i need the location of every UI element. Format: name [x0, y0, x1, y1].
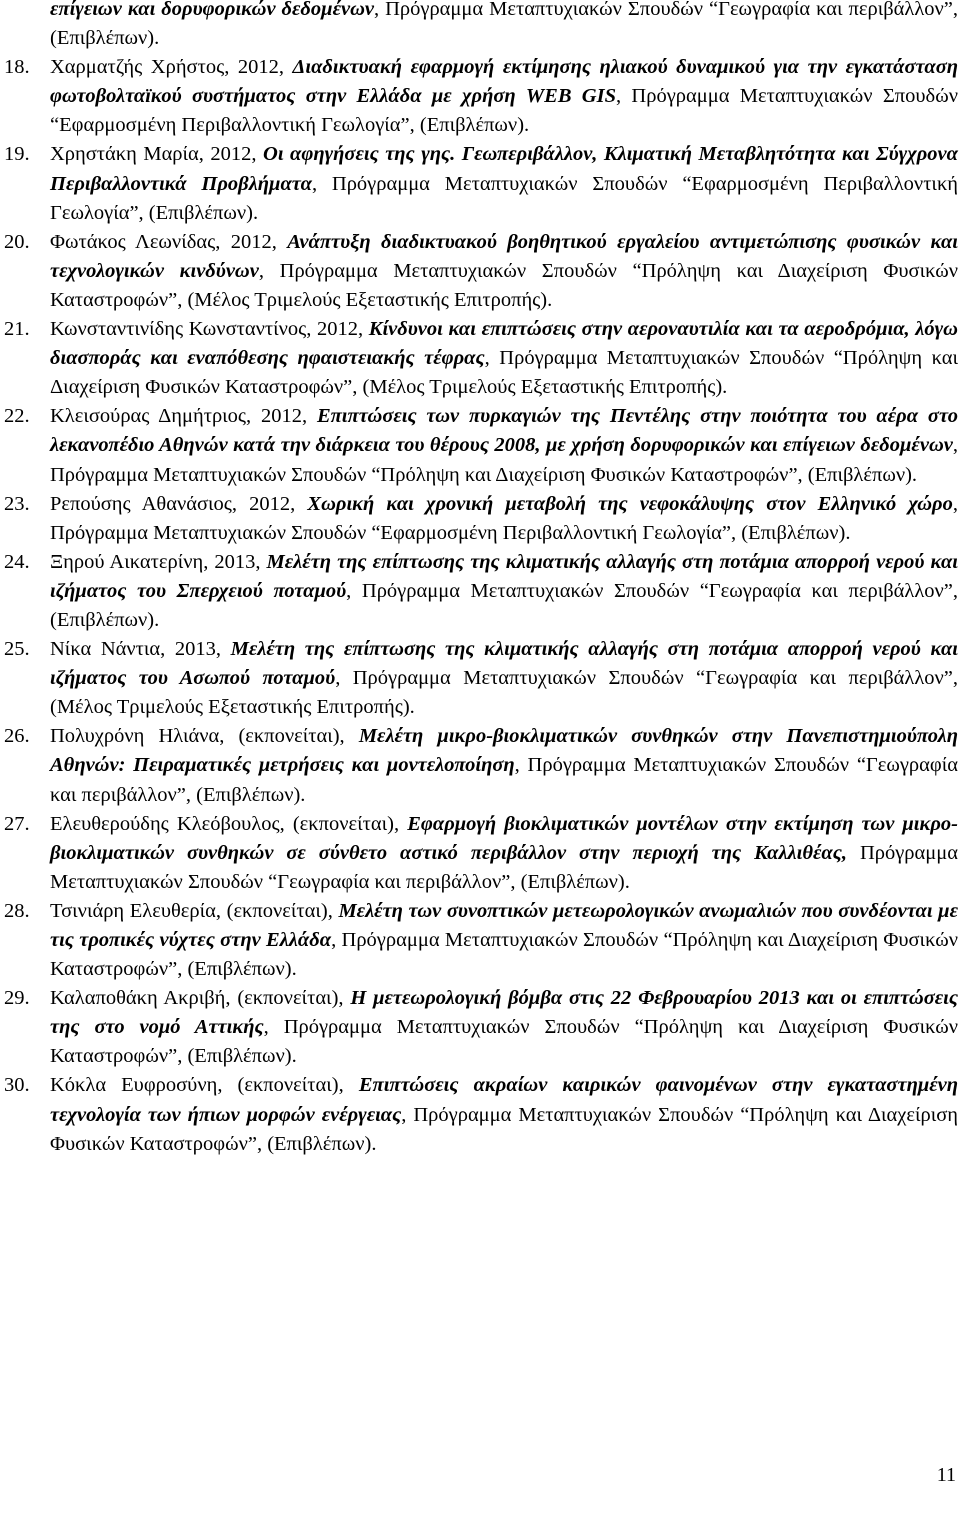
entry-number: 29.: [4, 987, 30, 1010]
entry-program: , Πρόγραμμα Μεταπτυχιακών Σπουδών “Πρόληψη και Διαχείριση Φυσικών Καταστροφών”, (Μέλος Τριμελούς Εξεταστικής Επιτροπής).: [50, 347, 958, 399]
entry-title: Επιπτώσεις των πυρκαγιών της Πεντέλης στην ποιότητα του αέρα στο λεκανοπέδιο Αθηνών κατά την διάρκεια του θέρους 2008, με χρήση δορυφορικών και επίγειων δεδομένων: [50, 405, 958, 457]
entry-author: Κωνσταντινίδης Κωνσταντίνος, 2012,: [50, 318, 369, 341]
entry-number: 26.: [4, 725, 30, 748]
entry-program: , Πρόγραμμα Μεταπτυχιακών Σπουδών “Γεωγραφία και περιβάλλον”, (Μέλος Τριμελούς Εξεταστικής Επιτροπής).: [50, 667, 959, 719]
list-item: [4, 53, 958, 140]
entry-program: , Πρόγραμμα Μεταπτυχιακών Σπουδών “Πρόληψη και Διαχείριση Φυσικών Καταστροφών”, (Μέλος Τριμελούς Εξεταστικής Επιτροπής).: [50, 259, 958, 311]
entry-number: 28.: [4, 899, 30, 922]
list-item: [4, 810, 958, 897]
entry-title: Κίνδυνοι και επιπτώσεις στην αεροναυτιλία και τα αεροδρόμια, λόγω διασποράς και εναπόθεσης ηφαιστειακής τέφρας: [50, 318, 958, 370]
entry-title: Μελέτη των συνοπτικών μετεωρολογικών ανωμαλιών που συνδέονται με τις τροπικές νύχτες στην Ελλάδα: [50, 899, 958, 951]
entry-number: 18.: [4, 56, 30, 79]
entry-program: , Πρόγραμμα Μεταπτυχιακών Σπουδών “Πρόληψη και Διαχείριση Φυσικών Καταστροφών”, (Επιβλέπων).: [50, 929, 958, 981]
entry-author: Κόκλα Ευφροσύνη, (εκπονείται),: [50, 1074, 359, 1097]
entry-program: , Πρόγραμμα Μεταπτυχιακών Σπουδών “Γεωγραφία και περιβάλλον”, (Επιβλέπων).: [50, 754, 958, 806]
entry-author: Νίκα Νάντια, 2013,: [50, 638, 231, 661]
list-item: [4, 228, 958, 315]
entry-author: Τσινιάρη Ελευθερία, (εκπονείται),: [50, 899, 339, 922]
entry-title: Επιπτώσεις ακραίων καιρικών φαινομένων στην εγκαταστημένη τεχνολογία των ήπιων μορφών ενέργειας: [50, 1074, 958, 1126]
entry-program: , Πρόγραμμα Μεταπτυχιακών Σπουδών “Πρόληψη και Διαχείριση Φυσικών Καταστροφών”, (Επιβλέπων).: [50, 434, 958, 486]
document-body: [4, 0, 958, 1159]
list-item: [4, 140, 958, 227]
entry-program: , Πρόγραμμα Μεταπτυχιακών Σπουδών “Γεωγραφία και περιβάλλον”, (Επιβλέπων).: [50, 579, 958, 631]
entry-author: Κλεισούρας Δημήτριος, 2012,: [50, 405, 317, 428]
entry-title: Οι αφηγήσεις της γης. Γεωπεριβάλλον, Κλιματική Μεταβλητότητα και Σύγχρονα Περιβαλλοντικά Προβλήματα: [50, 143, 958, 195]
entry-number: 20.: [4, 230, 30, 253]
entry-title: Ανάπτυξη διαδικτυακού βοηθητικού εργαλείου αντιμετώπισης φυσικών και τεχνολογικών κινδύνων: [50, 230, 958, 282]
entry-number: 22.: [4, 405, 30, 428]
entry-author: Χαρματζής Χρήστος, 2012,: [50, 56, 293, 79]
entry-number: 19.: [4, 143, 30, 166]
entry-program: , Πρόγραμμα Μεταπτυχιακών Σπουδών “Εφαρμοσμένη Περιβαλλοντική Γεωλογία”, (Επιβλέπων).: [50, 172, 958, 224]
list-item: [4, 402, 958, 489]
entry-number: 21.: [4, 318, 30, 341]
list-item: [4, 315, 958, 402]
entry-program: Πρόγραμμα Μεταπτυχιακών Σπουδών “Γεωγραφία και περιβάλλον”, (Επιβλέπων).: [50, 841, 958, 893]
entry-title: Μελέτη της επίπτωσης της κλιματικής αλλαγής στη ποτάμια απορροή νερού και ιζήματος του Ασωπού ποταμού: [50, 638, 958, 690]
entry-program: , Πρόγραμμα Μεταπτυχιακών Σπουδών “Πρόληψη και Διαχείριση Φυσικών Καταστροφών”, (Επιβλέπων).: [50, 1016, 958, 1068]
entry-number: 25.: [4, 638, 30, 661]
entry-program: , Πρόγραμμα Μεταπτυχιακών Σπουδών “Γεωγραφία και περιβάλλον”, (Επιβλέπων).: [50, 0, 959, 50]
entry-author: Φωτάκος Λεωνίδας, 2012,: [50, 230, 288, 253]
entry-program: , Πρόγραμμα Μεταπτυχιακών Σπουδών “Εφαρμοσμένη Περιβαλλοντική Γεωλογία”, (Επιβλέπων).: [50, 492, 958, 544]
list-item: [4, 635, 958, 722]
list-item: [4, 984, 958, 1071]
entry-number: 23.: [4, 492, 30, 515]
entry-program: , Πρόγραμμα Μεταπτυχιακών Σπουδών “Πρόληψη και Διαχείριση Φυσικών Καταστροφών”, (Επιβλέπων).: [50, 1103, 958, 1155]
entry-author: Ξηρού Αικατερίνη, 2013,: [50, 550, 267, 573]
entry-title: Μελέτη μικρο-βιοκλιματικών συνθηκών στην Πανεπιστημιούπολη Αθηνών: Πειραματικές μετρήσεις και μοντελοποίηση: [50, 725, 958, 777]
list-item: [4, 0, 958, 53]
list-item: [4, 897, 958, 984]
entry-number: 27.: [4, 812, 30, 835]
page-number: 11: [936, 1464, 956, 1486]
entry-title: Χωρική και χρονική μεταβολή της νεφοκάλυψης στον Ελληνικό χώρο: [307, 492, 953, 515]
entry-author: Καλαποθάκη Ακριβή, (εκπονείται),: [50, 987, 351, 1010]
entry-title: Εφαρμογή βιοκλιματικών μοντέλων στην εκτίμηση των μικρο-βιοκλιματικών συνθηκών σε σύνθετο αστικό περιβάλλον στην περιοχή της Καλλιθέας,: [50, 812, 958, 864]
entry-number: 30.: [4, 1074, 30, 1097]
list-item: [4, 548, 958, 635]
entry-title: Διαδικτυακή εφαρμογή εκτίμησης ηλιακού δυναμικού για την εγκατάσταση φωτοβολταϊκού συστήματος στην Ελλάδα με χρήση WEB GIS: [50, 56, 959, 108]
entry-title: Μελέτη της επίπτωσης της κλιματικής αλλαγής στη ποτάμια απορροή νερού και ιζήματος του Σπερχειού ποταμού: [50, 550, 958, 602]
entry-title: Η μετεωρολογική βόμβα στις 22 Φεβρουαρίου 2013 και οι επιπτώσεις της στο νομό Αττικής: [50, 987, 959, 1039]
list-item: [4, 490, 958, 548]
entry-number: 24.: [4, 550, 30, 573]
entry-title: επίγειων και δορυφορικών δεδομένων: [50, 0, 375, 20]
list-item: [4, 722, 958, 809]
entry-author: Ελευθερούδης Κλεόβουλος, (εκπονείται),: [50, 812, 408, 835]
entry-author: Πολυχρόνη Ηλιάνα, (εκπονείται),: [50, 725, 359, 748]
list-item: [4, 1071, 958, 1158]
entry-author: Χρηστάκη Μαρία, 2012,: [50, 143, 264, 166]
entry-program: , Πρόγραμμα Μεταπτυχιακών Σπουδών “Εφαρμοσμένη Περιβαλλοντική Γεωλογία”, (Επιβλέπων).: [50, 85, 958, 137]
entry-author: Ρεπούσης Αθανάσιος, 2012,: [50, 492, 308, 515]
